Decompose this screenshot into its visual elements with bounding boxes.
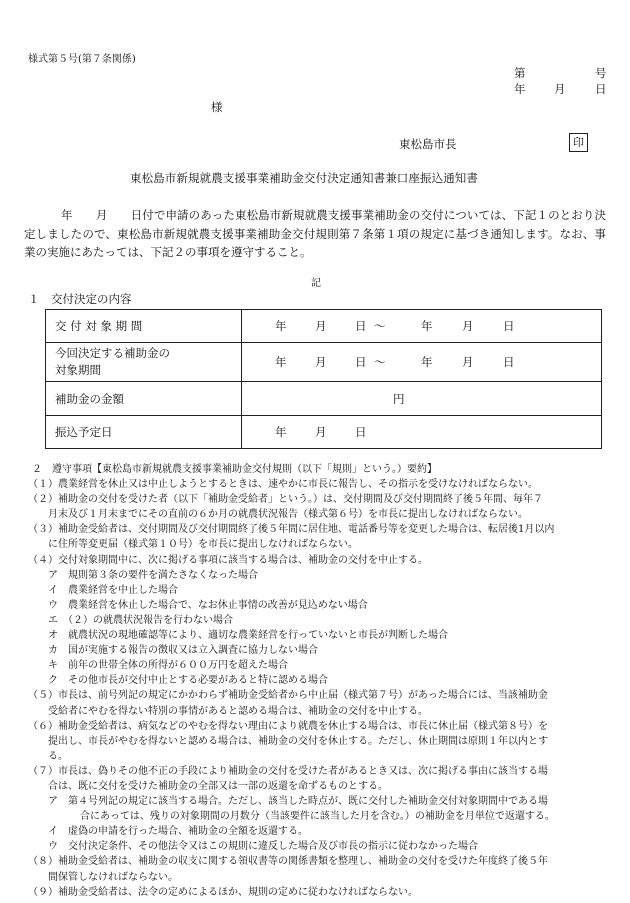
date-month-label: 月 <box>554 82 566 96</box>
rule-7-i: イ 虚偽の申請を行った場合、補助金の全額を返還する。 <box>48 826 308 838</box>
transfer-day: 日 <box>355 425 367 439</box>
doc-number-suffix: 号 <box>595 66 607 80</box>
rule-5-line2: 受給者にやむを得ない特別の事情があると認める場合は、補助金の交付を中止する。 <box>48 705 428 717</box>
transfer-month: 月 <box>315 425 327 439</box>
table-row-amount <box>46 382 602 416</box>
table-row-current-period <box>46 343 602 382</box>
transfer-year: 年 <box>275 425 287 439</box>
rule-9: （９）補助金受給者は、法令の定めによるほか、規則の定めに従わなければならない。 <box>28 886 418 898</box>
section1-heading: １ 交付決定の内容 <box>28 292 132 306</box>
rule-8-line1: （８）補助金受給者は、補助金の収支に関する領収書等の関係書類を整理し、補助金の交付を受けた年度終了後５年 <box>28 856 548 868</box>
rule-4-u: ウ 農業経営を休止した場合で、なお休止事情の改善が見込めない場合 <box>48 599 368 611</box>
ki-marker: 記 <box>311 278 321 289</box>
rule-5-line1: （５）市長は、前号列記の規定にかかわらず補助金受給者から中止届（様式第７号）があった場合には、当該補助金 <box>28 690 548 702</box>
date-year-label: 年 <box>514 82 526 96</box>
current-start-year: 年 <box>275 355 287 369</box>
rule-4-i: イ 農業経営を中止した場合 <box>48 584 178 596</box>
compliance-section <box>28 462 612 900</box>
rule-2-line1: （２）補助金の交付を受けた者（以下「補助金受給者」という。）は、交付期間及び交付期間終了後５年間、毎年７ <box>28 494 543 506</box>
rule-6-line1: （６）補助金受給者は、病気などのやむを得ない理由により就農を休止する場合は、市長に休止届（様式第８号）を <box>28 720 548 732</box>
table-row-transfer-date <box>46 416 602 449</box>
period-end-day: 日 <box>503 319 515 333</box>
period-end-year: 年 <box>421 319 433 333</box>
rule-4-ku: ク その他市長が交付中止とする必要があると特に認める場合 <box>48 675 328 687</box>
seal-mark: 印 <box>569 133 588 152</box>
amount-yen-unit: 円 <box>393 391 405 406</box>
issuer-name: 東松島市長 <box>399 137 457 151</box>
current-start-month: 月 <box>315 355 327 369</box>
rule-4-e: エ （２）の就農状況報告を行わない場合 <box>48 614 233 626</box>
rule-4-ka: カ 国が実施する報告の徴収又は立入調査に協力しない場合 <box>48 645 318 657</box>
rule-6-line2: 提出し、市長がやむを得ないと認める場合は、補助金の交付を休止する。ただし、休止期間は原則１年以内とす <box>48 735 548 747</box>
doc-number-prefix: 第 <box>514 66 526 80</box>
current-end-month: 月 <box>462 355 474 369</box>
rule-4-ki: キ 前年の世帯全体の所得が６００万円を超えた場合 <box>48 660 288 672</box>
current-start-day: 日 <box>355 355 367 369</box>
rule-7-a-line1: ア 第４号列記の規定に該当する場合。ただし、該当した時点が、既に交付した補助金交付対象期間中である場 <box>48 796 548 808</box>
rule-8-line2: 間保管しなければならない。 <box>48 871 178 883</box>
rule-7-a-line2: 合にあっては、残りの対象期間の月数分（当該要件に該当した月を含む。）の補助金を月単位で返還する。 <box>80 811 555 823</box>
label-current-period-line1: 今回決定する補助金の <box>55 346 170 360</box>
period-tilde: ～ <box>374 319 386 333</box>
rule-7-line1: （７）市長は、偽りその他不正の手段により補助金の交付を受けた者があるとき又は、次に掲げる事由に該当する場 <box>28 765 548 777</box>
rule-4-a: ア 規則第３条の要件を満たさなくなった場合 <box>48 569 258 581</box>
current-end-year: 年 <box>421 355 433 369</box>
label-transfer-date: 振込予定日 <box>46 416 242 449</box>
addressee-suffix: 様 <box>211 100 223 114</box>
period-end-month: 月 <box>462 319 474 333</box>
period-start-year: 年 <box>275 319 287 333</box>
date-day-label: 日 <box>595 82 607 96</box>
rule-2-line2: 月末及び１月末までにその直前の６か月の就農状況報告（様式第６号）を市長に提出しなければならない。 <box>48 509 528 521</box>
label-amount: 補助金の金額 <box>46 382 242 416</box>
rule-3-line1: （３）補助金受給者は、交付期間及び交付期間終了後５年間に居住地、電話番号等を変更した場合は、転居後1月以内 <box>28 524 555 536</box>
rule-4-o: オ 就農状況の現地確認等により、適切な農業経営を行っていないと市長が判断した場合 <box>48 630 448 642</box>
rule-1: （１）農業経営を休止又は中止しようとするときは、速やかに市長に報告し、その指示を受けなければならない。 <box>28 479 538 491</box>
period-start-month: 月 <box>315 319 327 333</box>
label-current-period-line2: 対象期間 <box>55 363 101 377</box>
grant-decision-table <box>45 309 602 449</box>
rule-3-line2: に住所等変更届（様式第１０号）を市長に提出しなければならない。 <box>48 539 358 551</box>
label-grant-period: 交 付 対 象 期 間 <box>46 310 242 343</box>
rule-7-line2: 合は、既に交付を受けた補助金の全部又は一部の返還を命ずるものとする。 <box>48 780 388 792</box>
rule-6-line3: る。 <box>48 750 68 762</box>
document-title: 東松島市新規就農支援事業補助金交付決定通知書兼口座振込通知書 <box>130 171 478 185</box>
form-number: 様式第５号(第７条関係) <box>28 54 136 65</box>
section2-heading: ２ 遵守事項【東松島市新規就農支援事業補助金交付規則（以下「規則」という。）要約】 <box>32 464 437 475</box>
table-row-period <box>46 310 602 343</box>
current-tilde: ～ <box>374 355 386 369</box>
current-end-day: 日 <box>503 355 515 369</box>
period-start-day: 日 <box>355 319 367 333</box>
rule-7-u: ウ 交付決定条件、その他法令又はこの規則に違反した場合及び市長の指示に従わなかった場合 <box>48 841 478 853</box>
rule-4: （４）交付対象期間中に、次に掲げる事項に該当する場合は、補助金の交付を中止する。 <box>28 554 428 566</box>
body-paragraph: 年 月 日付で申請のあった東松島市新規就農支援事業補助金の交付については、下記１のとおり決定しましたので、東松島市新規就農支援事業補助金交付規則第７条第１項の規定に基づき通知します。なお、事業の実施にあたっては、下記２の事項を遵守すること。 <box>24 208 606 260</box>
